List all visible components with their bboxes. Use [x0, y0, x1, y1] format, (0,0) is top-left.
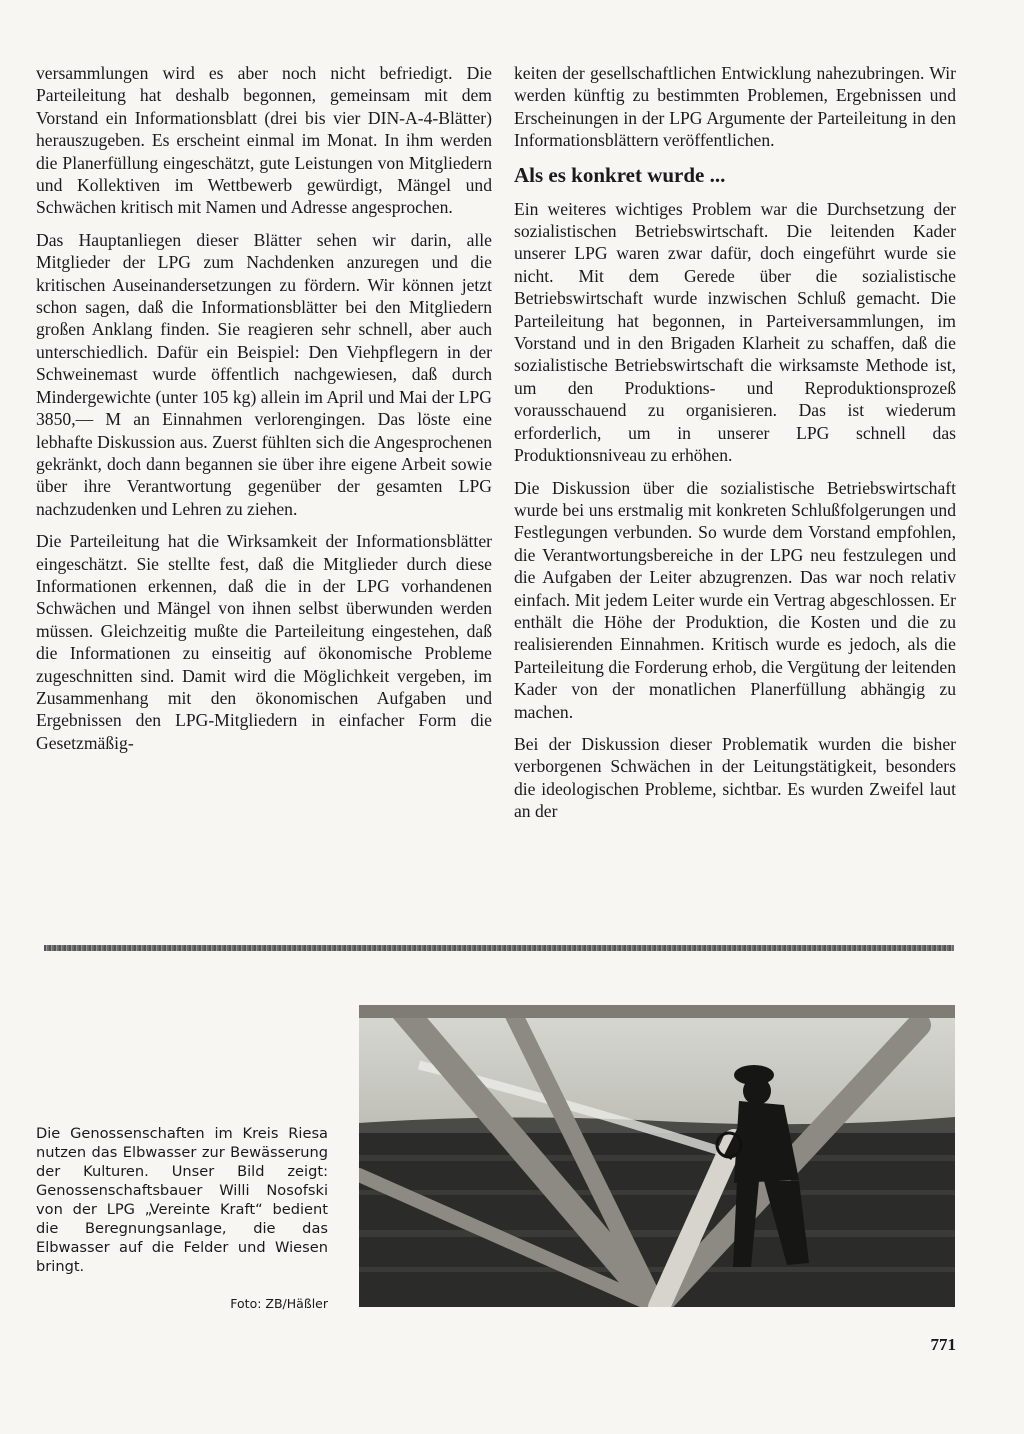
left-column	[36, 62, 492, 764]
section-heading: Als es konkret wurde ...	[514, 162, 726, 187]
right-paragraph-2: Die Diskussion über die sozialistische Betriebswirtschaft wurde bei uns erstmalig mit konkreten Schlußfolgerungen und Festlegungen verbunden. So wurde dem Vorstand empfohlen, die Verantwortungsbereiche in der LPG neu festzulegen und die Aufgaben der Leiter abzugrenzen. Das war noch relativ einfach. Mit jedem Leiter wurde ein Vertrag abgeschlossen. Er enthält die Höhe der Produktion, die Kosten und die zu realisierenden Einnahmen. Kritisch wurde es jedoch, als die Parteileitung die Forderung erhob, die Vergütung der leitenden Kader von der monatlichen Planerfüllung abhängig zu machen.	[514, 477, 956, 722]
left-paragraph-2: Das Hauptanliegen dieser Blätter sehen wir darin, alle Mitglieder der LPG zum Nachdenken anzuregen und die kritischen Auseinandersetzungen zu fördern. Wir können jetzt schon sagen, daß die Informationsblätter bei den Mitgliedern großen Anklang finden. Sie reagieren sehr schnell, aber auch unterschiedlich. Dafür ein Beispiel: Den Viehpflegern in der Schweinemast wurde öffentlich nachgewiesen, daß durch Mindergewichte (unter 105 kg) allein im April und Mai der LPG 3850,— M an Einnahmen verlorengingen. Das löste eine lebhafte Diskussion aus. Zuerst fühlten sich die Angesprochenen gekränkt, doch dann begannen sie über ihre eigene Arbeit sowie über ihre Verantwortung gegenüber der gesamten LPG nachzudenken und Lehren zu ziehen.	[36, 229, 492, 519]
page-number: 771	[930, 1335, 956, 1354]
left-paragraph-1: versammlungen wird es aber noch nicht befriedigt. Die Parteileitung hat deshalb begonnen, gemeinsam mit dem Vorstand ein Informationsblatt (drei bis vier DIN-A-4-Blätter) herauszugeben. Es erscheint einmal im Monat. In ihm werden die Planerfüllung eingeschätzt, gute Leistungen von Mitgliedern und Kollektiven im Wettbewerb gewürdigt, Mängel und Schwächen kritisch mit Namen und Adresse angesprochen.	[36, 63, 492, 218]
irrigation-photo	[359, 1005, 955, 1307]
right-paragraph-3: Bei der Diskussion dieser Problematik wurden die bisher verborgenen Schwächen in der Leitungstätigkeit, besonders die ideologischen Probleme, sichtbar. Es wurden Zweifel laut an der	[514, 733, 956, 822]
left-paragraph-3: Die Parteileitung hat die Wirksamkeit der Informationsblätter eingeschätzt. Sie stellte fest, daß die Mitglieder durch diese Informationen erkennen, daß die in der LPG vorhandenen Schwächen und Mängel von ihnen selbst überwunden werden müssen. Gleichzeitig mußte die Parteileitung eingestehen, daß die Informationen zu einseitig auf ökonomische Probleme zugeschnitten sind. Damit wird die Möglichkeit vergeben, im Zusammenhang mit den ökonomischen Aufgaben und Ergebnissen den LPG-Mitgliedern in einfacher Form die Gesetzmäßig-	[36, 531, 492, 753]
right-paragraph-1: Ein weiteres wichtiges Problem war die Durchsetzung der sozialistischen Betriebswirtschaft. Die leitenden Kader unserer LPG waren zwar dafür, doch eingeführt wurde sie nicht. Mit dem Gerede über die sozialistische Betriebswirtschaft wurde inzwischen Schluß gemacht. Die Parteileitung hat begonnen, in Parteiversammlungen, im Vorstand und in den Brigaden Klarheit zu schaffen, daß die sozialistische Betriebswirtschaft die wirksamste Methode ist, um den Produktions- und Reproduktionsprozeß vorausschauend zu organisieren. Das ist wiederum erforderlich, um in unserer LPG schnell das Produktionsniveau zu erhöhen.	[514, 198, 956, 466]
photo-credit: Foto: ZB/Häßler	[230, 1296, 328, 1311]
section-divider	[44, 945, 954, 951]
photo-caption: Die Genossenschaften im Kreis Riesa nutzen das Elbwasser zur Bewässerung der Kulturen. Unser Bild zeigt: Genossenschaftsbauer Willi Nosofski von der LPG „Vereinte Kraft“ bedient die Beregnungsanlage, die das Elbwasser auf die Felder und Wiesen bringt.	[36, 1125, 328, 1275]
photo-illustration	[359, 1005, 955, 1307]
right-column	[514, 62, 956, 833]
right-intro-paragraph: keiten der gesellschaftlichen Entwicklung nahezubringen. Wir werden künftig zu bestimmten Problemen, Ergebnissen und Erscheinungen in der LPG Argumente der Parteileitung in den Informationsblättern veröffentlichen.	[514, 63, 956, 151]
